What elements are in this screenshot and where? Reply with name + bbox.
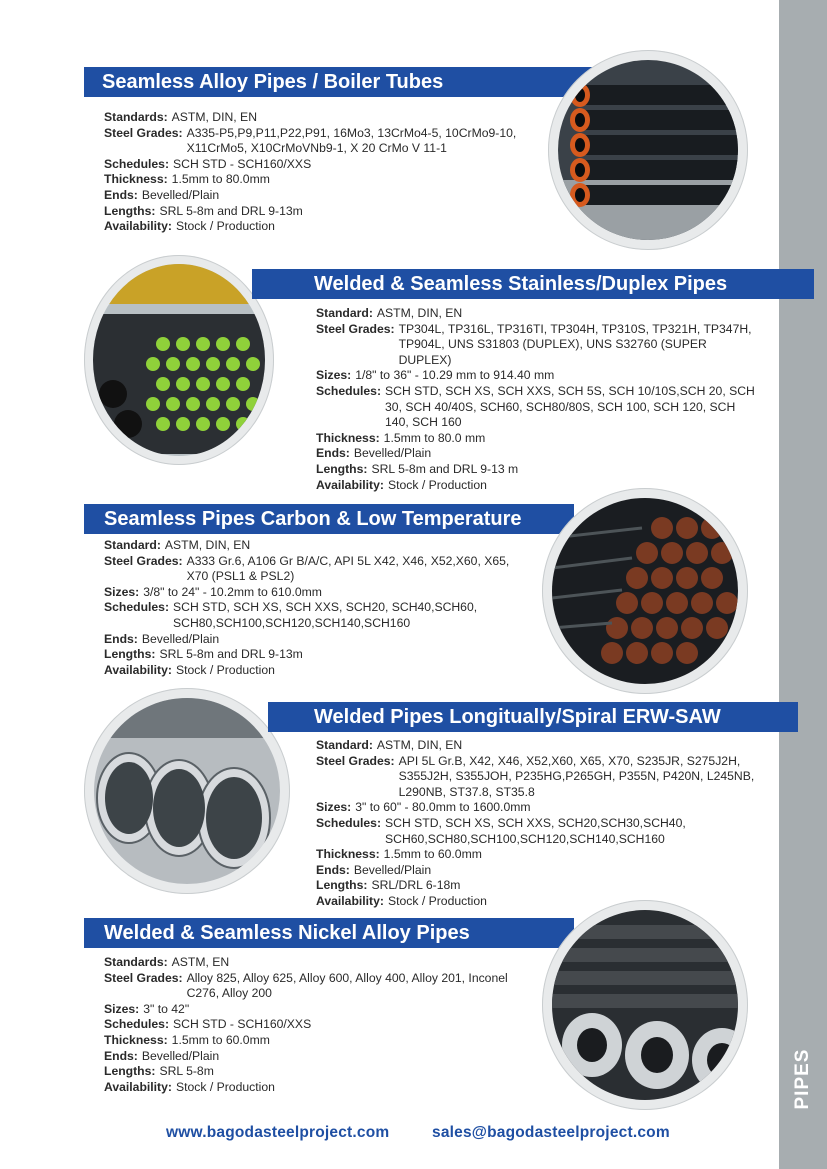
spec-key: Schedules: — [316, 383, 382, 398]
spec-key: Thickness: — [316, 430, 380, 445]
spec-value: SRL 5-8m and DRL 9-13 m — [371, 461, 519, 476]
pipe-photo — [548, 50, 748, 250]
sidebar-label — [779, 1044, 827, 1114]
spec-value: 1.5mm to 80.0 mm — [383, 430, 486, 445]
spec-row — [104, 585, 534, 601]
email-link[interactable]: sales@bagodasteelproject.com — [432, 1124, 670, 1141]
spec-row — [316, 478, 756, 494]
spec-key: Steel Grades: — [104, 553, 183, 568]
spec-key: Steel Grades: — [104, 125, 183, 140]
spec-value: A335-P5,P9,P11,P22,P91, 16Mo3, 13CrMo4-5, 10CrMo9-10, X11CrMo5, X10CrMoVNb9-1, X 20 CrMo V 11-1 — [186, 125, 517, 156]
section-title-banner — [252, 269, 814, 299]
section-title: Welded & Seamless Nickel Alloy Pipes — [104, 922, 470, 944]
spec-key: Standard: — [316, 306, 373, 320]
spec-row — [104, 110, 544, 126]
spec-key: Schedules: — [104, 156, 170, 171]
section-title: Welded Pipes Longitually/Spiral ERW-SAW — [314, 706, 721, 728]
spec-key: Availability: — [104, 219, 172, 234]
section-title: Welded & Seamless Stainless/Duplex Pipes — [314, 273, 728, 295]
spec-row — [104, 1002, 534, 1018]
spec-value: 3" to 42" — [143, 1001, 190, 1016]
spec-value: ASTM, DIN, EN — [376, 738, 463, 752]
spec-key: Ends: — [316, 446, 350, 461]
spec-value: Bevelled/Plain — [353, 862, 432, 877]
spec-key: Thickness: — [316, 847, 380, 862]
spec-row — [104, 204, 544, 220]
spec-row — [104, 1080, 534, 1096]
spec-row — [316, 306, 756, 322]
spec-key: Schedules: — [104, 600, 170, 615]
spec-value: Bevelled/Plain — [353, 446, 432, 461]
section-title-banner — [84, 67, 622, 97]
spec-key: Ends: — [104, 187, 138, 202]
spec-row — [316, 462, 756, 478]
spec-row — [316, 754, 756, 801]
spec-key: Ends: — [316, 862, 350, 877]
spec-row — [104, 971, 534, 1002]
spec-key: Standard: — [104, 538, 161, 552]
spec-row — [316, 384, 756, 431]
spec-key: Lengths: — [316, 878, 368, 893]
spec-key: Steel Grades: — [316, 753, 395, 768]
spec-list — [316, 738, 756, 910]
spec-row — [104, 219, 544, 235]
spec-value: Bevelled/Plain — [141, 187, 220, 202]
spec-row — [316, 446, 756, 462]
spec-row — [104, 632, 534, 648]
spec-row — [104, 600, 534, 631]
website-link[interactable]: www.bagodasteelproject.com — [166, 1124, 390, 1141]
spec-row — [104, 554, 534, 585]
spec-value: 3/8" to 24" - 10.2mm to 610.0mm — [143, 584, 322, 599]
spec-value: 1.5mm to 60.0mm — [171, 1032, 270, 1047]
spec-row — [316, 816, 756, 847]
spec-value: SRL/DRL 6-18m — [371, 878, 461, 893]
spec-key: Ends: — [104, 631, 138, 646]
section-title-banner — [84, 918, 574, 948]
spec-value: Stock / Production — [175, 219, 275, 234]
spec-key: Sizes: — [104, 1001, 140, 1016]
spec-value: A333 Gr.6, A106 Gr B/A/C, API 5L X42, X46, X52,X60, X65, X70 (PSL1 & PSL2) — [186, 553, 510, 584]
spec-key: Standard: — [316, 738, 373, 752]
spec-row — [316, 894, 756, 910]
spec-row — [104, 126, 544, 157]
spec-value: SRL 5-8m — [159, 1064, 214, 1079]
spec-value: Bevelled/Plain — [141, 1048, 220, 1063]
section-title-banner — [84, 504, 574, 534]
spec-row — [104, 1017, 534, 1033]
spec-list — [104, 538, 534, 678]
spec-value: 3" to 60" - 80.0mm to 1600.0mm — [355, 800, 531, 815]
spec-row — [316, 431, 756, 447]
spec-key: Schedules: — [104, 1017, 170, 1032]
spec-key: Lengths: — [104, 647, 156, 662]
spec-list — [104, 955, 534, 1095]
spec-key: Sizes: — [104, 584, 140, 599]
spec-row — [104, 538, 534, 554]
spec-key: Lengths: — [104, 1064, 156, 1079]
section-title: Seamless Pipes Carbon & Low Temperature — [104, 508, 522, 530]
spec-key: Standards: — [104, 110, 168, 124]
spec-row — [104, 955, 534, 971]
spec-row — [316, 878, 756, 894]
spec-value: ASTM, DIN, EN — [171, 110, 257, 124]
spec-value: ASTM, DIN, EN — [164, 538, 251, 552]
spec-value: SCH STD - SCH160/XXS — [173, 1017, 312, 1032]
spec-value: SCH STD - SCH160/XXS — [173, 156, 312, 171]
spec-value: 1.5mm to 60.0mm — [383, 847, 482, 862]
spec-row — [104, 647, 534, 663]
spec-row — [104, 1049, 534, 1065]
spec-value: Stock / Production — [175, 662, 275, 677]
spec-value: API 5L Gr.B, X42, X46, X52,X60, X65, X70, S235JR, S275J2H, S355J2H, S355JOH, P235HG,P265GH, P355N, P420N, L245NB, L290NB, ST37.8, ST35.8 — [398, 753, 755, 799]
spec-value: SCH STD, SCH XS, SCH XXS, SCH 5S, SCH 10/10S,SCH 20, SCH 30, SCH 40/40S, SCH60, SCH80/80S, SCH 100, SCH 120, SCH 140, SCH 160 — [385, 383, 755, 430]
spec-value: ASTM, DIN, EN — [376, 306, 463, 320]
spec-key: Lengths: — [104, 203, 156, 218]
spec-list — [104, 110, 544, 235]
spec-row — [316, 322, 756, 369]
spec-value: Stock / Production — [387, 477, 487, 492]
spec-row — [316, 738, 756, 754]
spec-key: Thickness: — [104, 172, 168, 187]
spec-value: TP304L, TP316L, TP316TI, TP304H, TP310S, TP321H, TP347H, TP904L, UNS S31803 (DUPLEX), UNS S32760 (SUPER DUPLEX) — [398, 321, 752, 367]
pipe-photo — [542, 900, 748, 1110]
spec-key: Availability: — [316, 893, 384, 908]
spec-key: Availability: — [316, 477, 384, 492]
spec-value: ASTM, EN — [171, 955, 230, 969]
pipe-photo — [542, 488, 748, 694]
spec-row — [104, 157, 544, 173]
spec-value: 1.5mm to 80.0mm — [171, 172, 270, 187]
spec-key: Sizes: — [316, 368, 352, 383]
spec-value: SCH STD, SCH XS, SCH XXS, SCH20,SCH30,SCH40, SCH60,SCH80,SCH100,SCH120,SCH140,SCH160 — [385, 815, 686, 846]
spec-row — [104, 1064, 534, 1080]
spec-list — [316, 306, 756, 493]
pipe-photo — [84, 688, 290, 894]
spec-row — [104, 188, 544, 204]
spec-key: Ends: — [104, 1048, 138, 1063]
spec-row — [316, 368, 756, 384]
spec-key: Availability: — [104, 662, 172, 677]
spec-value: Stock / Production — [387, 893, 487, 908]
spec-row — [104, 1033, 534, 1049]
spec-value: SRL 5-8m and DRL 9-13m — [159, 203, 303, 218]
spec-value: Alloy 825, Alloy 625, Alloy 600, Alloy 400, Alloy 201, Inconel C276, Alloy 200 — [186, 970, 508, 1001]
spec-value: 1/8" to 36" - 10.29 mm to 914.40 mm — [355, 368, 555, 383]
spec-key: Sizes: — [316, 800, 352, 815]
pipe-photo — [84, 255, 274, 465]
spec-row — [104, 172, 544, 188]
spec-key: Schedules: — [316, 815, 382, 830]
spec-value: SRL 5-8m and DRL 9-13m — [159, 647, 303, 662]
spec-row — [316, 847, 756, 863]
spec-key: Steel Grades: — [104, 970, 183, 985]
spec-key: Standards: — [104, 955, 168, 969]
spec-key: Steel Grades: — [316, 321, 395, 336]
spec-value: SCH STD, SCH XS, SCH XXS, SCH20, SCH40,SCH60, SCH80,SCH100,SCH120,SCH140,SCH160 — [173, 600, 478, 630]
section-title-banner — [268, 702, 798, 732]
spec-row — [316, 800, 756, 816]
spec-value: Bevelled/Plain — [141, 631, 220, 646]
section-title: Seamless Alloy Pipes / Boiler Tubes — [102, 71, 444, 93]
sidebar-label-text: PIPES — [792, 1048, 813, 1110]
spec-key: Availability: — [104, 1079, 172, 1094]
spec-row — [316, 863, 756, 879]
spec-key: Lengths: — [316, 461, 368, 476]
spec-key: Thickness: — [104, 1032, 168, 1047]
spec-row — [104, 663, 534, 679]
spec-value: Stock / Production — [175, 1079, 275, 1094]
sidebar — [779, 0, 827, 1169]
